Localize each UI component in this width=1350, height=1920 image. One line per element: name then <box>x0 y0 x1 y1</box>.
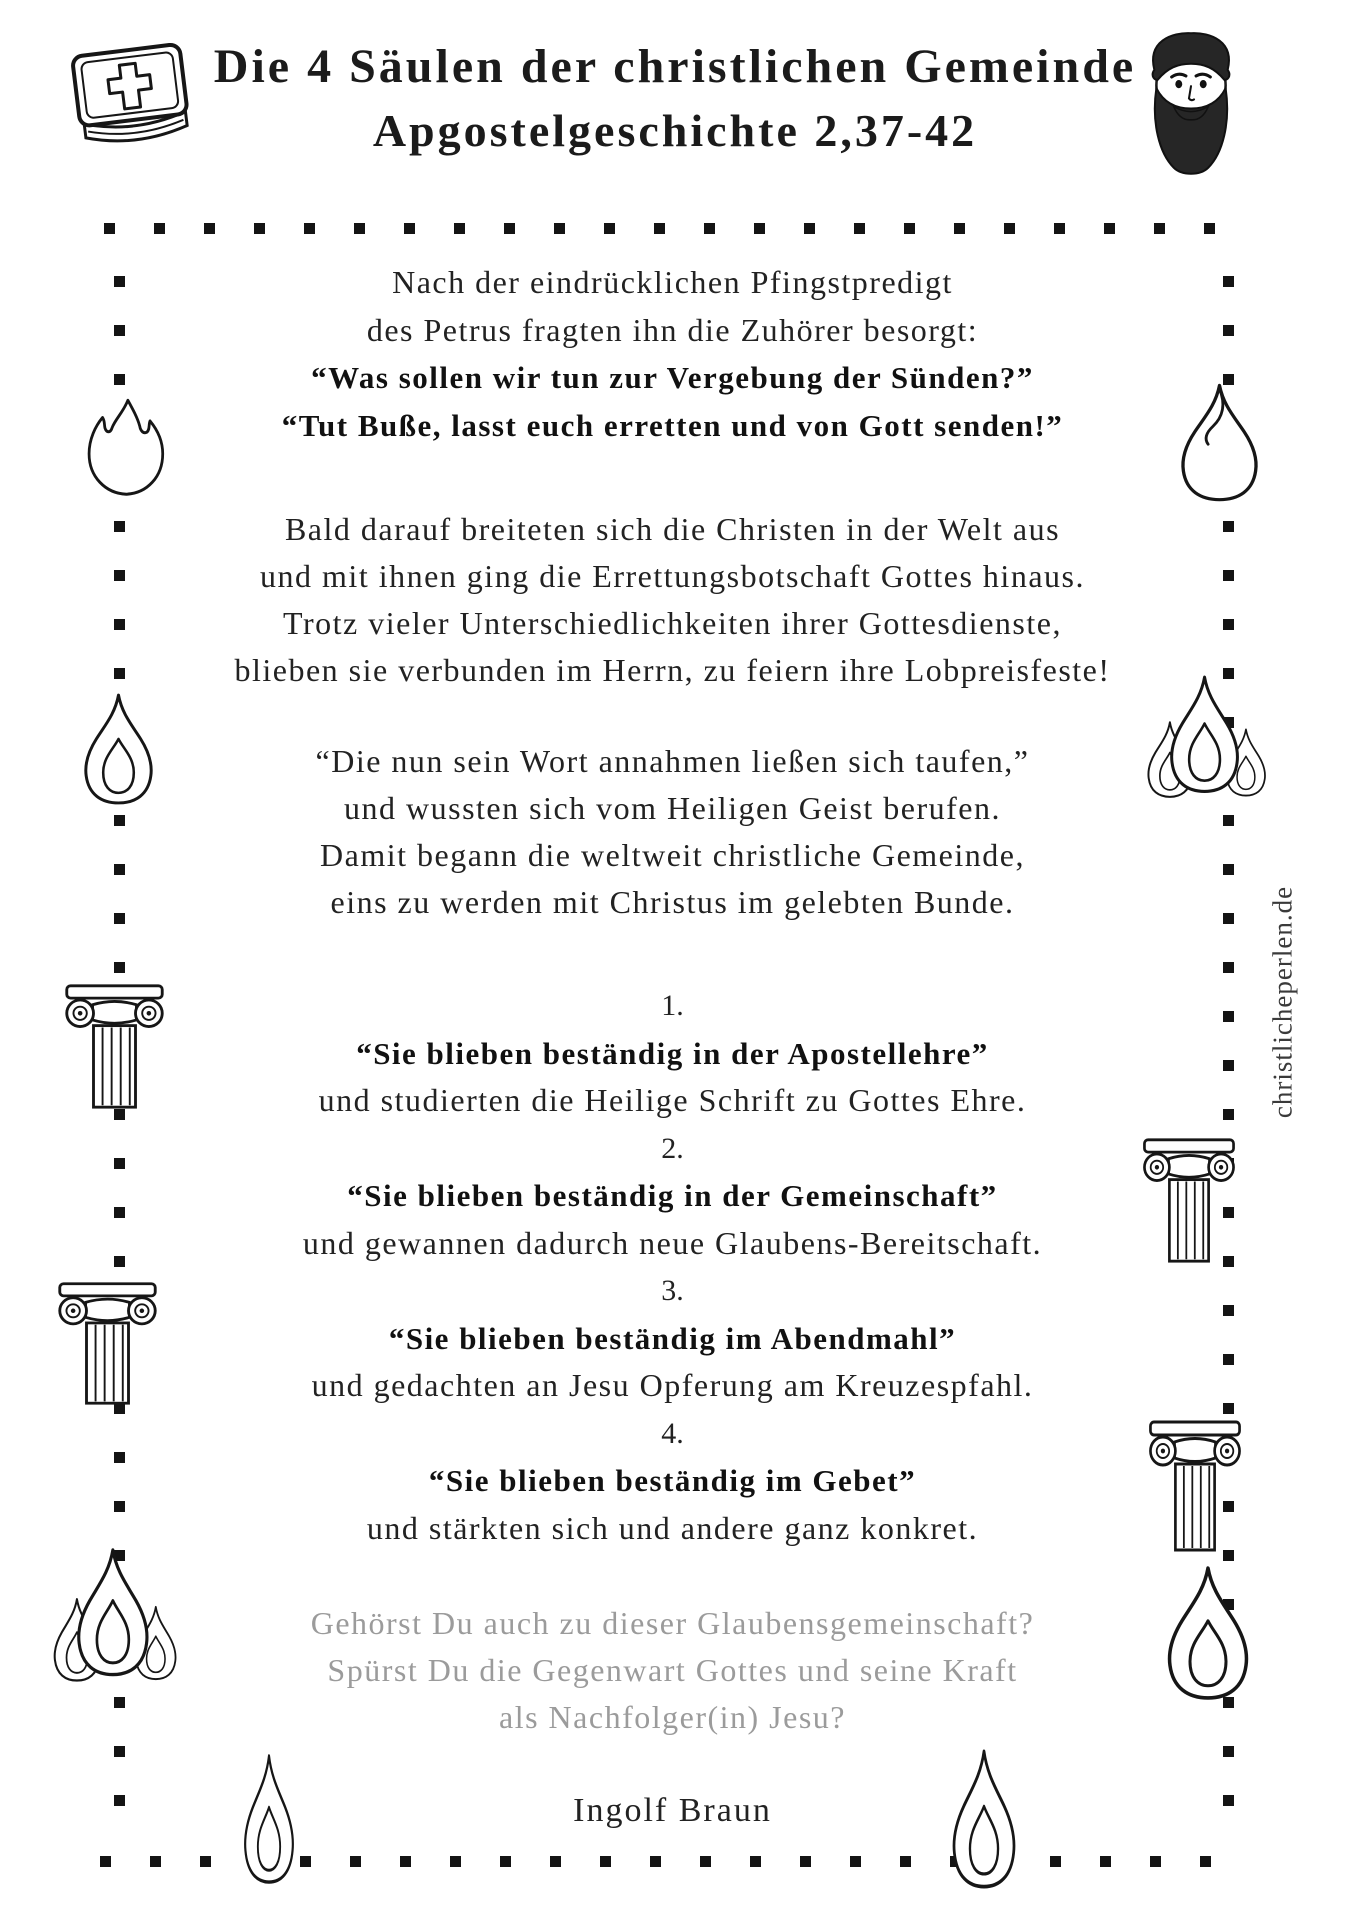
dotted-border-top <box>104 223 1250 234</box>
intro-line-2: des Petrus fragten ihn die Zuhörer besorgt: <box>366 312 979 348</box>
bearded-man-icon <box>1135 28 1247 183</box>
pillar-4-number: 4. <box>661 1416 684 1450</box>
question-line-2: Spürst Du die Gegenwart Gottes und seine Kraft <box>327 1652 1018 1688</box>
intro-paragraph <box>115 258 1230 450</box>
pillar-3-quote: “Sie blieben beständig im Abendmahl” <box>388 1320 957 1356</box>
pillars-list <box>115 982 1230 1552</box>
pillar-4-line: und stärkten sich und andere ganz konkret. <box>366 1509 979 1546</box>
paragraph3-line4: eins zu werden mit Christus im gelebten Bunde. <box>330 884 1015 920</box>
pillar-1-quote: “Sie blieben beständig in der Apostellehre” <box>356 1035 989 1071</box>
pillar-2-number: 2. <box>661 1131 684 1165</box>
question-line-3: als Nachfolger(in) Jesu? <box>499 1699 846 1735</box>
spread-paragraph <box>115 506 1230 694</box>
page-title <box>170 34 1180 162</box>
pillar-1-number: 1. <box>661 989 684 1022</box>
paragraph3-line3: Damit begann die weltweit christliche Gemeinde, <box>320 837 1025 873</box>
title-line2: Apgostelgeschichte 2,37-42 <box>372 105 978 156</box>
paragraph3-line2: und wussten sich vom Heiligen Geist berufen. <box>344 790 1001 826</box>
author-attribution: Ingolf Braun <box>573 1792 772 1829</box>
question-paragraph <box>115 1600 1230 1741</box>
paragraph2-line4: blieben sie verbunden im Herrn, zu feiern ihre Lobpreisfeste! <box>234 652 1111 688</box>
question-line-1: Gehörst Du auch zu dieser Glaubensgemeinschaft? <box>310 1605 1035 1641</box>
pillar-1-line: und studierten die Heilige Schrift zu Gottes Ehre. <box>318 1082 1027 1118</box>
baptism-paragraph <box>115 738 1230 926</box>
pillar-2-line: und gewannen dadurch neue Glaubens-Bereitschaft. <box>302 1224 1043 1261</box>
title-line1: Die 4 Säulen der christlichen Gemeinde <box>213 40 1137 93</box>
watermark-url: christlicheperlen.de <box>1267 885 1298 1119</box>
paragraph2-line1: Bald darauf breiteten sich die Christen in der Welt aus <box>284 511 1061 547</box>
paragraph3-line1: “Die nun sein Wort annahmen ließen sich taufen,” <box>315 743 1030 779</box>
pillar-4-quote: “Sie blieben beständig im Gebet” <box>428 1463 917 1498</box>
intro-quote-2: “Tut Buße, lasst euch erretten und von Gott senden!” <box>281 408 1064 443</box>
pillar-3-line: und gedachten an Jesu Opferung am Kreuzespfahl. <box>311 1367 1034 1403</box>
intro-line-1: Nach der eindrücklichen Pfingstpredigt <box>392 264 953 300</box>
paragraph2-line3: Trotz vieler Unterschiedlichkeiten ihrer Gottesdienste, <box>283 605 1062 641</box>
paragraph2-line2: und mit ihnen ging die Errettungsbotschaft Gottes hinaus. <box>260 558 1085 594</box>
pillar-2-quote: “Sie blieben beständig in der Gemeinschaft” <box>347 1178 998 1213</box>
intro-quote-1: “Was sollen wir tun zur Vergebung der Sünden?” <box>311 360 1034 395</box>
pillar-3-number: 3. <box>661 1274 684 1307</box>
